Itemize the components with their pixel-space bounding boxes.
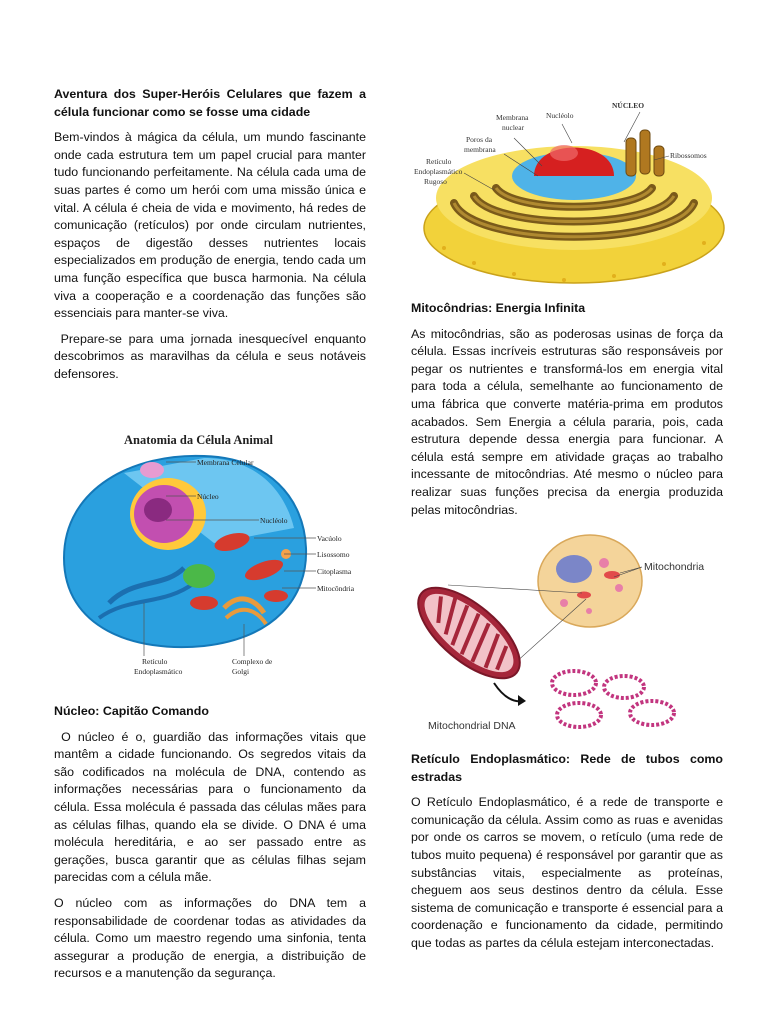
- left-column: [54, 86, 370, 392]
- label-reticulo-rugoso: Retículo: [426, 157, 452, 166]
- mtdna-ring: [552, 671, 596, 695]
- nucleo-heading: Núcleo: Capitão Comando: [54, 704, 209, 718]
- reticulo-heading: Retículo Endoplasmático: Rede de tubos como estradas: [411, 752, 723, 784]
- label-reticulo: Retículo: [142, 657, 168, 666]
- mito-paragraph-1: As mitocôndrias, são as poderosas usinas de força da célula. Essas incríveis estruturas são responsáveis por pegar os nutrientes e transformá-los em energia vital para toda a célula, semelhante ao funcionamento de uma fábrica que converte matéria-prima em produtos acabados. Sem Energia a célula pararia, pois, cada estrutura depende dessa energia para funcionar. A célula está sempre em atividade graças ao trabalho incessante de mitocôndrias. Até mesmo o núcleo para realizar suas funções precisa da energia produzida pelas mitocôndrias.: [411, 326, 723, 517]
- label-membrana-celular: Membrana Celular: [197, 458, 254, 467]
- label-mitochondria: Mitochondria: [644, 561, 705, 573]
- label-reticulo-rugoso-3: Rugoso: [424, 177, 447, 186]
- nucleolus: [144, 498, 172, 522]
- nucleo-section: [54, 703, 370, 991]
- mito-in-cell: [604, 571, 620, 579]
- right-column: [411, 300, 723, 527]
- label-golgi: Complexo de: [232, 657, 273, 666]
- label-poros-2: membrana: [464, 145, 496, 154]
- mitochondria-figure: [414, 533, 724, 738]
- mitochondrion: [190, 596, 218, 610]
- reticulo-section: [411, 751, 723, 961]
- ribosome-pillar: [654, 146, 664, 176]
- document-title: Aventura dos Super-Heróis Celulares que fazem a célula funcionar como se fosse uma cidade: [54, 87, 366, 119]
- label-mitochondrial-dna: Mitochondrial DNA: [428, 720, 516, 732]
- mito-heading: Mitocôndrias: Energia Infinita: [411, 301, 586, 315]
- label-ribossomos: Ribossomos: [670, 151, 707, 160]
- ribosome-pillar: [626, 138, 636, 176]
- lysosome: [140, 462, 164, 478]
- label-lisossomo: Lisossomo: [317, 550, 350, 559]
- label-golgi-2: Golgi: [232, 667, 250, 676]
- label-membrana-nuclear: Membrana: [496, 113, 529, 122]
- label-nucleolo: Nucléolo: [260, 516, 288, 525]
- nucleo-paragraph-1: O núcleo é o, guardião das informações vitais que mantêm a cidade funcionando. Os segredos vitais da são codificados na molécula de DNA, contendo as informações necessárias para o funcionamento da célula. Essa molécula é passada das células mães para as células filhas, quando ela se divide. O DNA é uma molécula hereditária, e ao ser passado entre as gerações, busca garantir que as células filhas sejam parecidas com a célula mãe.: [54, 729, 370, 885]
- reticulo-paragraph-1: O Retículo Endoplasmático, é a rede de transporte e comunicação da célula. Assim como as ruas e avenidas por onde os carros se movem, o retículo (uma rede de tubos muito pequena) é responsável por garantir que as substâncias vitais, especialmente as proteínas, cheguem aos seus destinos dentro da célula. Esse sistema de comunicação e transporte é essencial para a coordenação e funcionamento da cidade, permitindo que todas as partes da célula estejam interconectadas.: [411, 795, 723, 950]
- mitochondrion: [264, 590, 288, 602]
- label-nucleo: Núcleo: [197, 492, 219, 501]
- mtdna-ring: [604, 676, 644, 698]
- ribosome-pillar: [640, 130, 650, 174]
- mtdna-ring: [557, 703, 601, 727]
- label-membrana-nuclear-2: nuclear: [502, 123, 525, 132]
- intro-paragraph-1: Bem-vindos à mágica da célula, um mundo fascinante onde cada estrutura tem um papel crucial para manter tudo funcionando perfeitamente. Na célula cada uma de suas partes é como um herói com uma missão única e vital. A célula é cheia de vida e movimento, há redes de comunicação (retículos) por onde circulam nutrientes, espaços de digestão desses nutrientes locais especializados em produção de energia, tendo cada um uma função específica que busca harmonia. Na célula viva a cooperação e a coordenação das funções são essenciais para manter-se viva.: [54, 130, 366, 321]
- intro-paragraph-2: Prepare-se para uma jornada inesquecível enquanto descobrimos as maravilhas da célula e seus notáveis defensores.: [54, 331, 370, 381]
- label-vacuolo: Vacúolo: [317, 534, 342, 543]
- label-reticulo-2: Endoplasmático: [134, 667, 183, 676]
- label-nucleolo-2: Nucléolo: [546, 111, 574, 120]
- label-reticulo-rugoso-2: Endoplasmático: [414, 167, 463, 176]
- nucleus-er-figure: [414, 98, 726, 288]
- mtdna-ring: [630, 701, 674, 725]
- cell-nucleus-small: [556, 555, 592, 583]
- label-poros: Poros da: [466, 135, 493, 144]
- vacuole: [183, 564, 215, 588]
- nucleo-paragraph-2: O núcleo com as informações do DNA tem a responsabilidade de coordenar todas as atividades da célula. Como um maestro regendo uma sinfonia, tenta assegurar a produção de energia, a distribuição de recursos e a manutenção da segurança.: [54, 895, 366, 981]
- label-citoplasma: Citoplasma: [317, 567, 352, 576]
- animal-cell-figure: [54, 428, 366, 680]
- label-nucleo-caps: NÚCLEO: [612, 101, 645, 110]
- label-mitocondria: Mitocôndria: [317, 584, 355, 593]
- cell-figure-title: Anatomia da Célula Animal: [124, 433, 273, 447]
